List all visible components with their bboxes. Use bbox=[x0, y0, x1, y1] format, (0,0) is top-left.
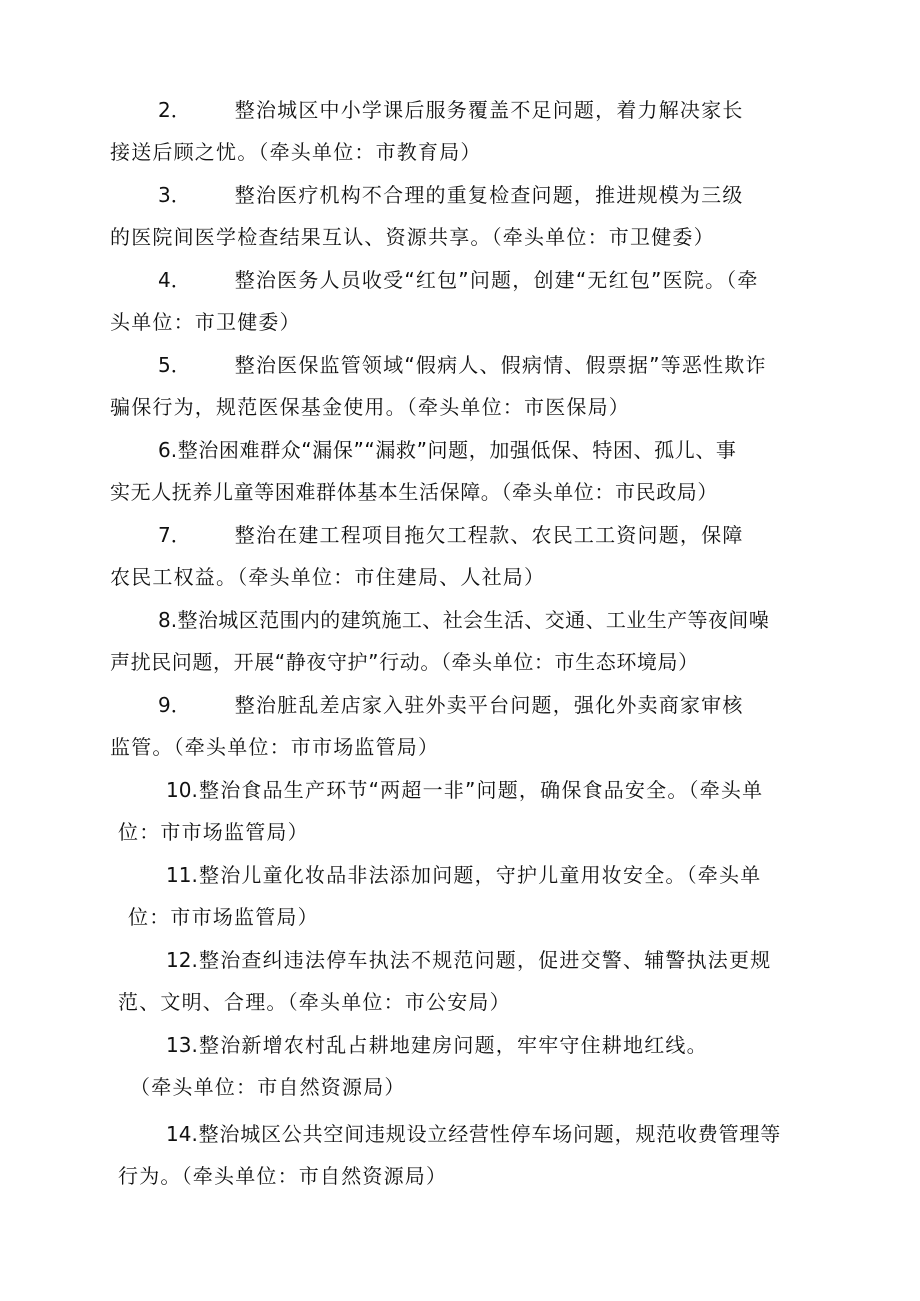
item-first-line bbox=[166, 1120, 781, 1148]
item-first-line bbox=[158, 351, 767, 379]
item-number: 7． bbox=[158, 523, 191, 547]
item-text: .整治查纠违法停车执法不规范问题，促进交警、辅警执法更规 bbox=[191, 948, 772, 972]
item-continuation: 骗保行为，规范医保基金使用。（牵头单位：市医保局） bbox=[110, 395, 630, 419]
item-number: 13 bbox=[166, 1033, 192, 1057]
item-text: 整治城区中小学课后服务覆盖不足问题，着力解决家长 bbox=[234, 98, 744, 122]
item-continuation: （牵头单位：市自然资源局） bbox=[130, 1075, 406, 1099]
item-number: 2． bbox=[158, 98, 191, 122]
item-first-line bbox=[158, 266, 759, 294]
item-text: .整治新增农村乱占耕地建房问题，牢牢守住耕地红线。 bbox=[191, 1033, 708, 1057]
item-number: 14 bbox=[166, 1122, 192, 1146]
item-continuation: 头单位：市卫健委） bbox=[110, 310, 301, 334]
item-number: 9． bbox=[158, 693, 191, 717]
item-first-line bbox=[158, 181, 744, 209]
item-first-line bbox=[158, 691, 744, 719]
item-first-line bbox=[166, 861, 761, 889]
item-text: 整治医务人员收受“红包”问题，创建“无红包”医院。（牵 bbox=[234, 268, 759, 292]
item-first-line bbox=[158, 436, 737, 464]
item-text: .整治城区公共空间违规设立经营性停车场问题，规范收费管理等 bbox=[191, 1122, 782, 1146]
item-number: 3． bbox=[158, 183, 191, 207]
item-number: 8 bbox=[158, 608, 171, 632]
item-first-line bbox=[166, 776, 763, 804]
item-first-line bbox=[158, 96, 744, 124]
item-number: 11 bbox=[166, 863, 192, 887]
item-continuation: 监管。（牵头单位：市市场监管局） bbox=[110, 735, 440, 759]
item-text: 整治医疗机构不合理的重复检查问题，推进规模为三级 bbox=[234, 183, 744, 207]
item-continuation: 范、文明、合理。（牵头单位：市公安局） bbox=[118, 990, 511, 1014]
item-continuation: 的医院间医学检查结果互认、资源共享。（牵头单位：市卫健委） bbox=[110, 225, 715, 249]
item-first-line bbox=[166, 1031, 708, 1059]
item-continuation: 声扰民问题，开展“静夜守护”行动。（牵头单位：市生态环境局） bbox=[110, 650, 699, 674]
item-first-line bbox=[166, 946, 771, 974]
item-text: .整治困难群众“漏保”“漏救”问题，加强低保、特困、孤儿、事 bbox=[170, 438, 737, 462]
item-continuation: 农民工权益。（牵头单位：市住建局、人社局） bbox=[110, 565, 546, 589]
item-continuation: 位：市市场监管局） bbox=[118, 820, 309, 844]
item-number: 12 bbox=[166, 948, 192, 972]
item-text: .整治食品生产环节“两超一非”问题，确保食品安全。（牵头单 bbox=[191, 778, 764, 802]
item-number: 10 bbox=[166, 778, 192, 802]
item-text: .整治城区范围内的建筑施工、社会生活、交通、工业生产等夜间噪 bbox=[170, 608, 770, 632]
item-text: 整治医保监管领域“假病人、假病情、假票据”等恶性欺诈 bbox=[234, 353, 767, 377]
item-first-line bbox=[158, 606, 769, 634]
item-text: 整治脏乱差店家入驻外卖平台问题，强化外卖商家审核 bbox=[234, 693, 744, 717]
item-number: 6 bbox=[158, 438, 171, 462]
item-continuation: 位：市市场监管局） bbox=[128, 905, 319, 929]
item-continuation: 接送后顾之忧。（牵头单位：市教育局） bbox=[110, 140, 482, 164]
item-continuation: 实无人抚养儿童等困难群体基本生活保障。（牵头单位：市民政局） bbox=[110, 480, 718, 504]
item-continuation: 行为。（牵头单位：市自然资源局） bbox=[118, 1164, 448, 1188]
item-text: .整治儿童化妆品非法添加问题，守护儿童用妆安全。（牵头单 bbox=[191, 863, 762, 887]
item-first-line bbox=[158, 521, 744, 549]
item-number: 5． bbox=[158, 353, 191, 377]
item-number: 4． bbox=[158, 268, 191, 292]
item-text: 整治在建工程项目拖欠工程款、农民工工资问题，保障 bbox=[234, 523, 744, 547]
